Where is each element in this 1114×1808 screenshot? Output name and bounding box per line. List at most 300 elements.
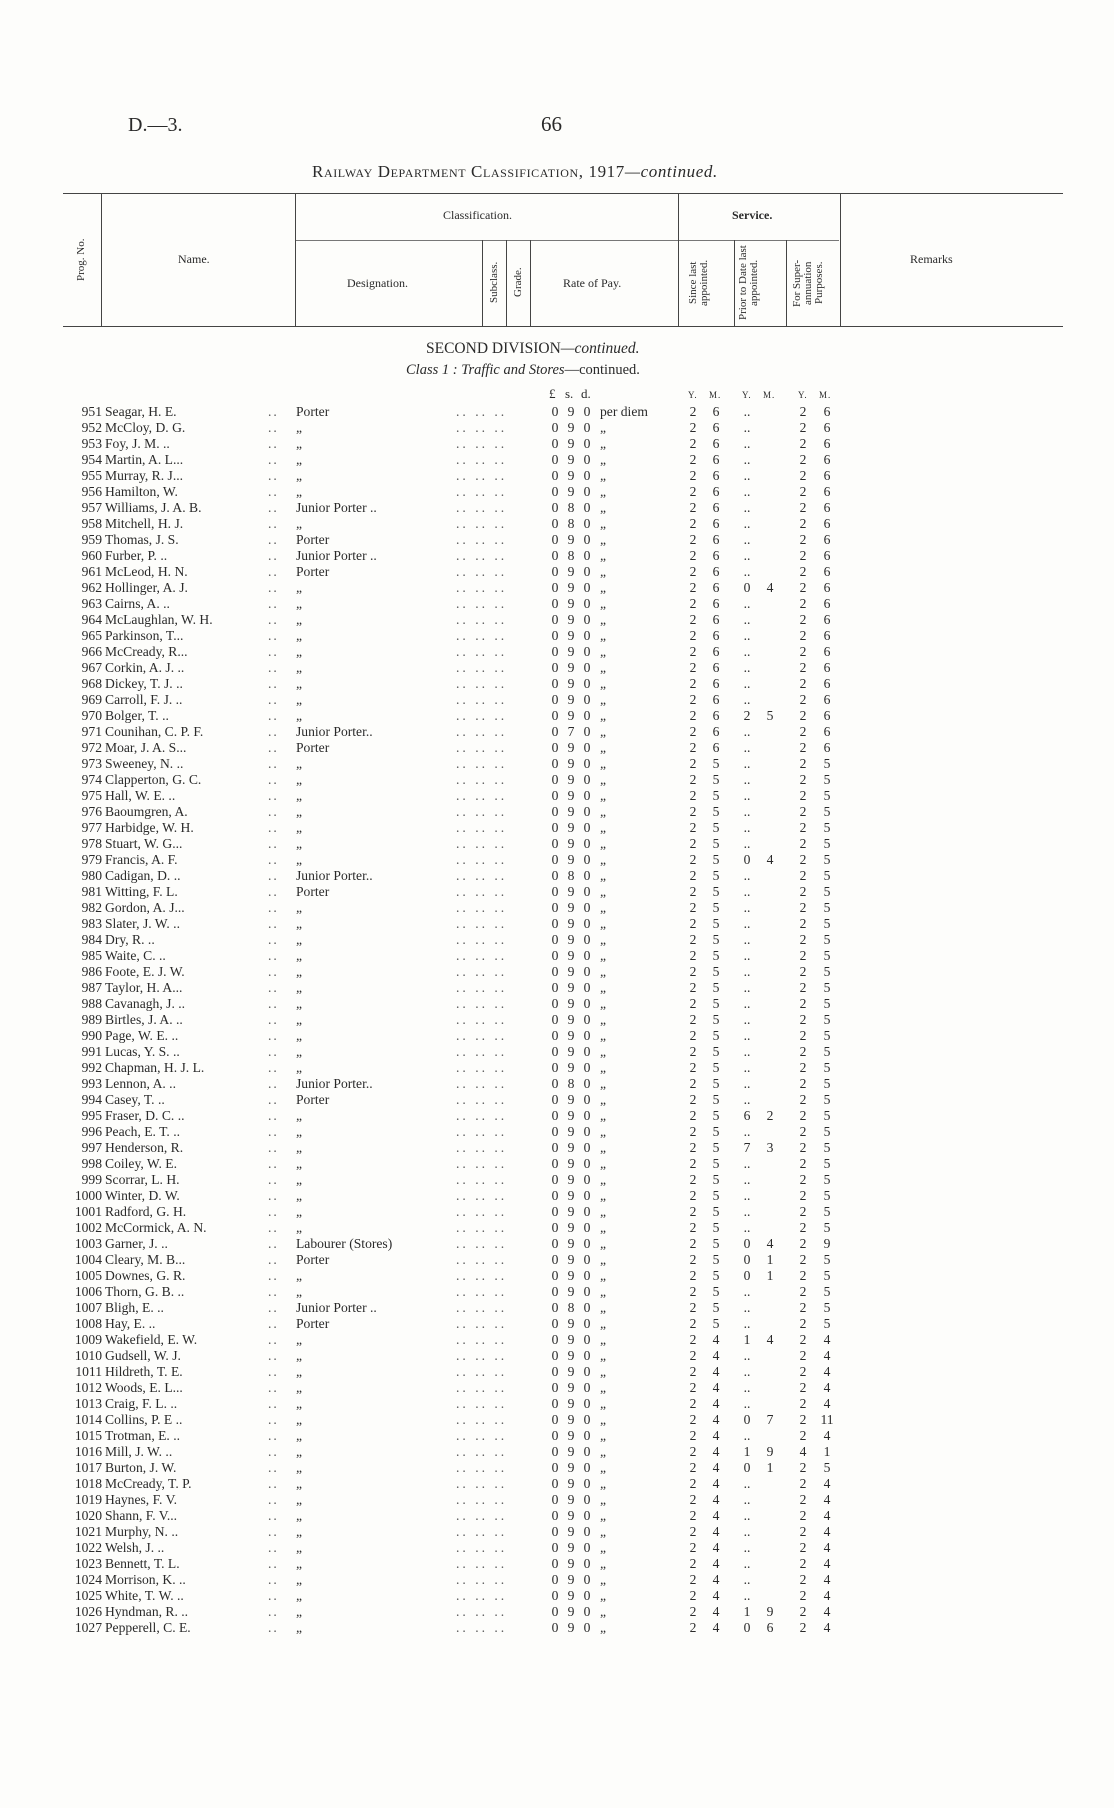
cell-since-years: 2 — [689, 468, 697, 483]
cell-designation: „ — [296, 1476, 303, 1491]
cell-pay-period: „ — [600, 1572, 607, 1587]
cell-pay-pounds: 0 — [551, 500, 559, 515]
cell-prog-no: 953 — [81, 436, 102, 451]
cell-employee-name: Peach, E. T. .. — [105, 1124, 180, 1139]
leader-dots: .. .. .. — [456, 1220, 508, 1235]
cell-since-months: 4 — [712, 1524, 720, 1539]
cell-super-years: 2 — [799, 596, 807, 611]
leader-dots: .. .. .. — [456, 1412, 508, 1427]
cell-designation: „ — [296, 1556, 303, 1571]
cell-pay-pounds: 0 — [551, 1012, 559, 1027]
cell-designation: „ — [296, 1588, 303, 1603]
cell-super-years: 2 — [799, 1252, 807, 1267]
cell-since-years: 2 — [689, 980, 697, 995]
cell-pay-period: „ — [600, 1188, 607, 1203]
cell-prior-years: .. — [743, 404, 751, 419]
cell-pay-shillings: 9 — [567, 1268, 575, 1283]
leader-dots: .. .. .. — [456, 900, 508, 915]
table-row — [0, 1300, 1114, 1316]
leader-dots: .. .. .. — [456, 676, 508, 691]
cell-since-years: 2 — [689, 548, 697, 563]
cell-pay-shillings: 9 — [567, 948, 575, 963]
cell-pay-pence: 0 — [583, 436, 591, 451]
cell-prog-no: 1003 — [74, 1236, 102, 1251]
cell-super-months: 5 — [823, 916, 831, 931]
cell-super-years: 2 — [799, 1156, 807, 1171]
cell-prog-no: 982 — [81, 900, 102, 915]
cell-pay-period: „ — [600, 708, 607, 723]
cell-pay-pounds: 0 — [551, 692, 559, 707]
header-since-last: Since last appointed. — [687, 259, 710, 307]
cell-since-months: 4 — [712, 1476, 720, 1491]
cell-since-years: 2 — [689, 516, 697, 531]
cell-since-years: 2 — [689, 1412, 697, 1427]
cell-employee-name: Page, W. E. .. — [105, 1028, 179, 1043]
cell-super-months: 5 — [823, 1156, 831, 1171]
cell-pay-pounds: 0 — [551, 1300, 559, 1315]
cell-pay-shillings: 9 — [567, 420, 575, 435]
cell-designation: Labourer (Stores) — [296, 1236, 393, 1251]
cell-since-years: 2 — [689, 1556, 697, 1571]
cell-designation: „ — [296, 1332, 303, 1347]
cell-pay-shillings: 9 — [567, 676, 575, 691]
cell-super-years: 2 — [799, 1492, 807, 1507]
cell-pay-period: „ — [600, 996, 607, 1011]
table-row — [0, 900, 1114, 916]
table-row — [0, 1412, 1114, 1428]
cell-employee-name: Stuart, W. G... — [105, 836, 183, 851]
cell-since-years: 2 — [689, 804, 697, 819]
cell-prior-years: .. — [743, 1220, 751, 1235]
cell-pay-shillings: 9 — [567, 1492, 575, 1507]
leader-dots: .. .. .. — [456, 1460, 508, 1475]
leader-dots: .. — [268, 836, 279, 851]
cell-pay-pence: 0 — [583, 724, 591, 739]
cell-super-years: 2 — [799, 1428, 807, 1443]
leader-dots: .. — [268, 1012, 279, 1027]
cell-pay-period: „ — [600, 660, 607, 675]
table-row — [0, 964, 1114, 980]
cell-pay-pounds: 0 — [551, 900, 559, 915]
leader-dots: .. .. .. — [456, 756, 508, 771]
cell-since-years: 2 — [689, 996, 697, 1011]
cell-super-years: 2 — [799, 420, 807, 435]
cell-pay-pence: 0 — [583, 500, 591, 515]
leader-dots: .. — [268, 484, 279, 499]
cell-prior-years: .. — [743, 468, 751, 483]
cell-prior-years: .. — [743, 1044, 751, 1059]
unit-shillings: s. — [565, 386, 574, 401]
cell-prior-years: .. — [743, 628, 751, 643]
cell-super-months: 5 — [823, 804, 831, 819]
cell-prior-years: .. — [743, 436, 751, 451]
cell-pay-pounds: 0 — [551, 1396, 559, 1411]
header-subclass: Subclass. — [488, 261, 500, 303]
leader-dots: .. — [268, 884, 279, 899]
header-col-line — [678, 193, 679, 326]
leader-dots: .. .. .. — [456, 1540, 508, 1555]
cell-pay-pounds: 0 — [551, 1492, 559, 1507]
header-prior-to: Prior to Date last appointed. — [737, 245, 760, 321]
cell-super-months: 5 — [823, 980, 831, 995]
cell-employee-name: Bolger, T. .. — [105, 708, 169, 723]
cell-prog-no: 969 — [81, 692, 102, 707]
cell-since-months: 5 — [712, 1188, 720, 1203]
leader-dots: .. — [268, 692, 279, 707]
cell-employee-name: McCready, T. P. — [105, 1476, 192, 1491]
cell-pay-period: „ — [600, 1428, 607, 1443]
cell-super-months: 5 — [823, 836, 831, 851]
cell-since-years: 2 — [689, 452, 697, 467]
cell-since-months: 4 — [712, 1556, 720, 1571]
cell-since-years: 2 — [689, 1028, 697, 1043]
cell-designation: „ — [296, 452, 303, 467]
cell-pay-period: „ — [600, 1252, 607, 1267]
cell-pay-pence: 0 — [583, 1140, 591, 1155]
cell-designation: „ — [296, 1268, 303, 1283]
cell-prog-no: 961 — [81, 564, 102, 579]
cell-since-years: 2 — [689, 1188, 697, 1203]
cell-prog-no: 976 — [81, 804, 102, 819]
table-row — [0, 1492, 1114, 1508]
cell-prior-years: .. — [743, 692, 751, 707]
table-row — [0, 1556, 1114, 1572]
cell-prior-years: .. — [743, 1540, 751, 1555]
cell-since-months: 5 — [712, 948, 720, 963]
cell-since-months: 6 — [712, 484, 720, 499]
cell-pay-pence: 0 — [583, 820, 591, 835]
table-row — [0, 772, 1114, 788]
cell-super-months: 4 — [823, 1380, 831, 1395]
cell-designation: „ — [296, 1460, 303, 1475]
cell-employee-name: Slater, J. W. .. — [105, 916, 180, 931]
cell-super-months: 5 — [823, 1316, 831, 1331]
cell-pay-period: „ — [600, 1172, 607, 1187]
leader-dots: .. — [268, 868, 279, 883]
leader-dots: .. .. .. — [456, 660, 508, 675]
cell-pay-period: „ — [600, 1140, 607, 1155]
cell-pay-pence: 0 — [583, 1252, 591, 1267]
cell-super-months: 4 — [823, 1508, 831, 1523]
cell-super-years: 2 — [799, 724, 807, 739]
cell-super-months: 4 — [823, 1572, 831, 1587]
leader-dots: .. .. .. — [456, 404, 508, 419]
cell-since-months: 5 — [712, 836, 720, 851]
leader-dots: .. .. .. — [456, 1284, 508, 1299]
cell-since-months: 5 — [712, 1268, 720, 1283]
cell-since-months: 5 — [712, 1172, 720, 1187]
cell-super-months: 4 — [823, 1428, 831, 1443]
cell-pay-shillings: 9 — [567, 1284, 575, 1299]
cell-super-years: 2 — [799, 788, 807, 803]
leader-dots: .. .. .. — [456, 468, 508, 483]
cell-pay-pounds: 0 — [551, 852, 559, 867]
cell-pay-period: „ — [600, 1044, 607, 1059]
leader-dots: .. — [268, 1396, 279, 1411]
cell-pay-pence: 0 — [583, 1060, 591, 1075]
cell-pay-shillings: 9 — [567, 1188, 575, 1203]
cell-designation: „ — [296, 1028, 303, 1043]
leader-dots: .. — [268, 1332, 279, 1347]
cell-pay-pounds: 0 — [551, 404, 559, 419]
table-row — [0, 1316, 1114, 1332]
cell-since-months: 5 — [712, 1140, 720, 1155]
cell-pay-period: „ — [600, 580, 607, 595]
cell-since-years: 2 — [689, 1332, 697, 1347]
cell-super-months: 4 — [823, 1396, 831, 1411]
leader-dots: .. — [268, 1076, 279, 1091]
cell-super-years: 2 — [799, 628, 807, 643]
cell-designation: „ — [296, 1188, 303, 1203]
cell-prior-years: .. — [743, 1060, 751, 1075]
unit-months: M. — [709, 390, 722, 400]
leader-dots: .. .. .. — [456, 612, 508, 627]
cell-prior-years: 0 — [743, 1268, 751, 1283]
table-row — [0, 1332, 1114, 1348]
header-col-line — [506, 240, 507, 326]
leader-dots: .. .. .. — [456, 548, 508, 563]
cell-designation: „ — [296, 836, 303, 851]
cell-employee-name: Trotman, E. .. — [105, 1428, 181, 1443]
cell-pay-pounds: 0 — [551, 1380, 559, 1395]
cell-since-years: 2 — [689, 1540, 697, 1555]
cell-pay-shillings: 7 — [567, 724, 575, 739]
cell-pay-shillings: 9 — [567, 1572, 575, 1587]
cell-pay-pounds: 0 — [551, 1332, 559, 1347]
cell-prog-no: 999 — [81, 1172, 102, 1187]
leader-dots: .. — [268, 1380, 279, 1395]
cell-pay-period: „ — [600, 772, 607, 787]
leader-dots: .. .. .. — [456, 564, 508, 579]
table-row — [0, 996, 1114, 1012]
cell-super-months: 4 — [823, 1492, 831, 1507]
cell-pay-period: „ — [600, 1540, 607, 1555]
cell-prior-years: 1 — [743, 1444, 751, 1459]
cell-pay-shillings: 9 — [567, 1380, 575, 1395]
leader-dots: .. — [268, 1428, 279, 1443]
cell-pay-pence: 0 — [583, 1284, 591, 1299]
cell-super-months: 6 — [823, 740, 831, 755]
cell-pay-period: „ — [600, 820, 607, 835]
cell-pay-pence: 0 — [583, 836, 591, 851]
cell-since-months: 5 — [712, 804, 720, 819]
table-row — [0, 724, 1114, 740]
cell-super-years: 2 — [799, 916, 807, 931]
cell-prog-no: 998 — [81, 1156, 102, 1171]
cell-super-years: 2 — [799, 948, 807, 963]
cell-pay-period: „ — [600, 1380, 607, 1395]
cell-pay-shillings: 9 — [567, 564, 575, 579]
cell-pay-period: „ — [600, 676, 607, 691]
cell-prior-months: 2 — [766, 1108, 774, 1123]
leader-dots: .. — [268, 900, 279, 915]
cell-super-months: 5 — [823, 868, 831, 883]
cell-since-years: 2 — [689, 1572, 697, 1587]
cell-super-months: 5 — [823, 820, 831, 835]
cell-pay-shillings: 9 — [567, 452, 575, 467]
cell-super-months: 5 — [823, 772, 831, 787]
cell-designation: Junior Porter .. — [296, 548, 377, 563]
cell-since-years: 2 — [689, 420, 697, 435]
cell-super-months: 4 — [823, 1540, 831, 1555]
cell-designation: Porter — [296, 1092, 330, 1107]
cell-super-months: 6 — [823, 628, 831, 643]
cell-pay-period: „ — [600, 548, 607, 563]
cell-super-years: 2 — [799, 1044, 807, 1059]
cell-since-months: 6 — [712, 612, 720, 627]
cell-super-years: 2 — [799, 436, 807, 451]
cell-pay-pounds: 0 — [551, 1092, 559, 1107]
cell-prior-years: .. — [743, 1284, 751, 1299]
cell-since-months: 5 — [712, 852, 720, 867]
cell-pay-shillings: 9 — [567, 1396, 575, 1411]
cell-pay-pence: 0 — [583, 596, 591, 611]
cell-pay-pounds: 0 — [551, 1364, 559, 1379]
cell-prog-no: 958 — [81, 516, 102, 531]
header-for-super: For Super-annuation Purposes. — [791, 259, 825, 307]
leader-dots: .. — [268, 1172, 279, 1187]
cell-super-years: 2 — [799, 1140, 807, 1155]
cell-super-years: 2 — [799, 1460, 807, 1475]
table-row — [0, 612, 1114, 628]
cell-pay-pounds: 0 — [551, 1060, 559, 1075]
cell-pay-period: „ — [600, 516, 607, 531]
cell-since-years: 2 — [689, 596, 697, 611]
cell-pay-period: „ — [600, 1444, 607, 1459]
header-rate-of-pay: Rate of Pay. — [563, 276, 622, 290]
cell-pay-pence: 0 — [583, 1524, 591, 1539]
cell-designation: Porter — [296, 1316, 330, 1331]
cell-super-months: 5 — [823, 1060, 831, 1075]
cell-pay-pence: 0 — [583, 1092, 591, 1107]
cell-pay-period: „ — [600, 1508, 607, 1523]
cell-designation: „ — [296, 1108, 303, 1123]
cell-prior-years: .. — [743, 564, 751, 579]
cell-pay-pounds: 0 — [551, 1236, 559, 1251]
cell-pay-period: „ — [600, 564, 607, 579]
leader-dots: .. .. .. — [456, 1620, 508, 1635]
cell-super-months: 9 — [823, 1236, 831, 1251]
cell-since-years: 2 — [689, 708, 697, 723]
cell-since-years: 2 — [689, 1060, 697, 1075]
cell-super-months: 11 — [820, 1412, 834, 1427]
cell-pay-pounds: 0 — [551, 1556, 559, 1571]
cell-pay-shillings: 9 — [567, 1444, 575, 1459]
cell-super-months: 5 — [823, 1108, 831, 1123]
cell-super-years: 2 — [799, 580, 807, 595]
leader-dots: .. — [268, 852, 279, 867]
cell-designation: Porter — [296, 740, 330, 755]
cell-since-years: 2 — [689, 756, 697, 771]
cell-prior-years: 0 — [743, 1620, 751, 1635]
table-row — [0, 708, 1114, 724]
cell-pay-period: „ — [600, 868, 607, 883]
section-class-title: Class 1 : Traffic and Stores — [406, 362, 565, 378]
table-row — [0, 516, 1114, 532]
cell-prior-years: .. — [743, 1364, 751, 1379]
cell-prior-months: 4 — [766, 1332, 774, 1347]
cell-super-years: 2 — [799, 1572, 807, 1587]
cell-prog-no: 971 — [81, 724, 102, 739]
cell-pay-shillings: 9 — [567, 1028, 575, 1043]
cell-designation: Junior Porter .. — [296, 1300, 377, 1315]
unit-pence: d. — [581, 386, 591, 401]
cell-pay-pence: 0 — [583, 1156, 591, 1171]
cell-pay-pounds: 0 — [551, 964, 559, 979]
leader-dots: .. .. .. — [456, 516, 508, 531]
cell-since-months: 5 — [712, 1284, 720, 1299]
cell-pay-period: „ — [600, 1156, 607, 1171]
cell-super-months: 4 — [823, 1556, 831, 1571]
cell-pay-period: „ — [600, 1588, 607, 1603]
cell-prior-years: .. — [743, 1572, 751, 1587]
cell-designation: „ — [296, 900, 303, 915]
leader-dots: .. — [268, 1044, 279, 1059]
cell-designation: „ — [296, 916, 303, 931]
leader-dots: .. — [268, 1220, 279, 1235]
cell-super-years: 2 — [799, 820, 807, 835]
cell-prog-no: 952 — [81, 420, 102, 435]
cell-employee-name: McLeod, H. N. — [105, 564, 188, 579]
cell-super-years: 2 — [799, 692, 807, 707]
cell-pay-pence: 0 — [583, 1300, 591, 1315]
cell-since-years: 2 — [689, 1476, 697, 1491]
cell-super-years: 2 — [799, 868, 807, 883]
leader-dots: .. — [268, 1284, 279, 1299]
cell-pay-pounds: 0 — [551, 644, 559, 659]
cell-since-months: 5 — [712, 1028, 720, 1043]
leader-dots: .. — [268, 660, 279, 675]
cell-prog-no: 966 — [81, 644, 102, 659]
cell-super-months: 6 — [823, 484, 831, 499]
leader-dots: .. .. .. — [456, 1140, 508, 1155]
cell-super-years: 2 — [799, 836, 807, 851]
cell-super-months: 6 — [823, 420, 831, 435]
cell-super-years: 2 — [799, 1556, 807, 1571]
cell-prog-no: 995 — [81, 1108, 102, 1123]
table-row — [0, 756, 1114, 772]
cell-pay-pounds: 0 — [551, 580, 559, 595]
cell-since-years: 2 — [689, 644, 697, 659]
leader-dots: .. .. .. — [456, 1316, 508, 1331]
cell-since-years: 2 — [689, 964, 697, 979]
cell-pay-pounds: 0 — [551, 1268, 559, 1283]
cell-super-months: 5 — [823, 1044, 831, 1059]
cell-super-months: 5 — [823, 1092, 831, 1107]
cell-since-years: 2 — [689, 628, 697, 643]
cell-employee-name: Lennon, A. .. — [105, 1076, 176, 1091]
cell-pay-pence: 0 — [583, 1588, 591, 1603]
cell-prior-years: 1 — [743, 1332, 751, 1347]
cell-super-months: 5 — [823, 788, 831, 803]
cell-prior-years: .. — [743, 1076, 751, 1091]
cell-employee-name: Waite, C. .. — [105, 948, 166, 963]
cell-pay-pounds: 0 — [551, 1140, 559, 1155]
cell-pay-pounds: 0 — [551, 1460, 559, 1475]
cell-prog-no: 964 — [81, 612, 102, 627]
cell-pay-pence: 0 — [583, 548, 591, 563]
cell-pay-pence: 0 — [583, 1556, 591, 1571]
cell-designation: „ — [296, 468, 303, 483]
cell-since-months: 5 — [712, 964, 720, 979]
cell-pay-shillings: 9 — [567, 1252, 575, 1267]
leader-dots: .. — [268, 708, 279, 723]
cell-super-months: 5 — [823, 948, 831, 963]
cell-designation: „ — [296, 772, 303, 787]
cell-prior-years: 0 — [743, 1460, 751, 1475]
cell-prior-years: .. — [743, 596, 751, 611]
cell-designation: „ — [296, 1204, 303, 1219]
